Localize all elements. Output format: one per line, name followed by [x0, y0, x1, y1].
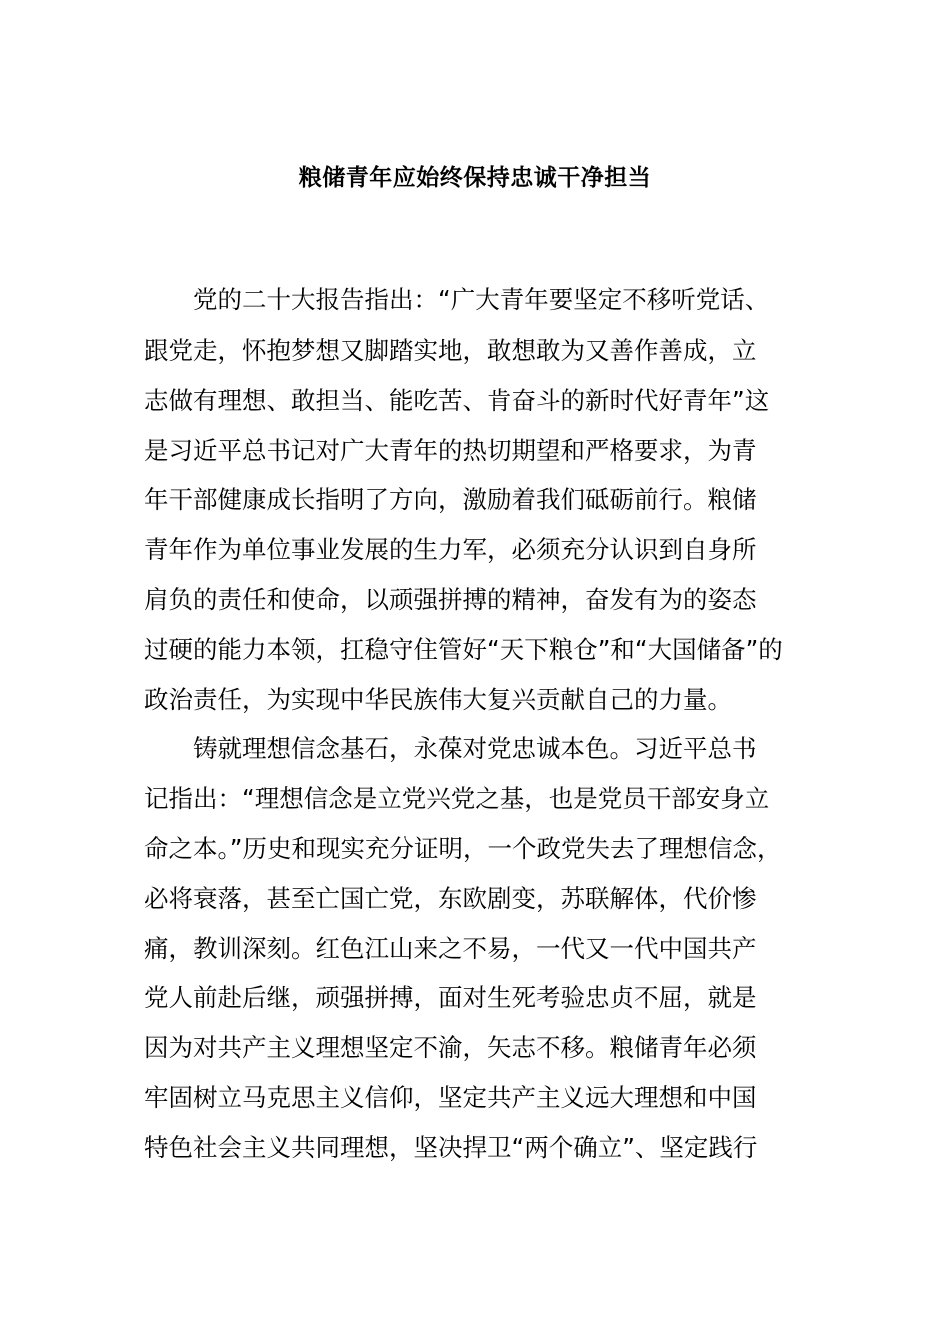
paragraph-2-line-9: 特色社会主义共同理想，坚决捍卫“两个确立”、坚定践行: [144, 1133, 758, 1162]
paragraph-2-line-7: 因为对共产主义理想坚定不渝，矢志不移。粮储青年必须: [144, 1033, 757, 1062]
paragraph-2-line-3: 命之本。”历史和现实充分证明，一个政党失去了理想信念，: [144, 834, 782, 863]
paragraph-2-line-2: 记指出：“理想信念是立党兴党之基，也是党员干部安身立: [144, 784, 770, 813]
paragraph-1-line-5: 年干部健康成长指明了方向，激励着我们砥砺前行。粮储: [144, 485, 757, 514]
paragraph-1-line-1: 党的二十大报告指出：“广大青年要坚定不移听党话、: [193, 285, 770, 314]
paragraph-1-line-4: 是习近平总书记对广大青年的热切期望和严格要求，为青: [144, 436, 757, 465]
paragraph-2-line-4: 必将衰落，甚至亡国亡党，东欧剧变，苏联解体，代价惨: [144, 884, 757, 913]
paragraph-2-line-1: 铸就理想信念基石，永葆对党忠诚本色。习近平总书: [193, 734, 757, 763]
paragraph-1-line-7: 肩负的责任和使命，以顽强拼搏的精神，奋发有为的姿态: [144, 585, 757, 614]
paragraph-1-line-8: 过硬的能力本领，扛稳守住管好“天下粮仓”和“大国储备”的: [144, 635, 783, 664]
paragraph-1-line-2: 跟党走，怀抱梦想又脚踏实地，敢想敢为又善作善成，立: [144, 336, 757, 365]
paragraph-2-line-8: 牢固树立马克思主义信仰，坚定共产主义远大理想和中国: [144, 1083, 757, 1112]
paragraph-2-line-5: 痛，教训深刻。红色江山来之不易，一代又一代中国共产: [144, 934, 757, 963]
paragraph-1-line-6: 青年作为单位事业发展的生力军，必须充分认识到自身所: [144, 535, 757, 564]
paragraph-1-line-9: 政治责任，为实现中华民族伟大复兴贡献自己的力量。: [144, 685, 732, 714]
document-title: 粮储青年应始终保持忠诚干净担当: [298, 165, 652, 191]
paragraph-1-line-3: 志做有理想、敢担当、能吃苦、肯奋斗的新时代好青年”这: [144, 386, 770, 415]
paragraph-2-line-6: 党人前赴后继，顽强拼搏，面对生死考验忠贞不屈，就是: [144, 983, 757, 1012]
